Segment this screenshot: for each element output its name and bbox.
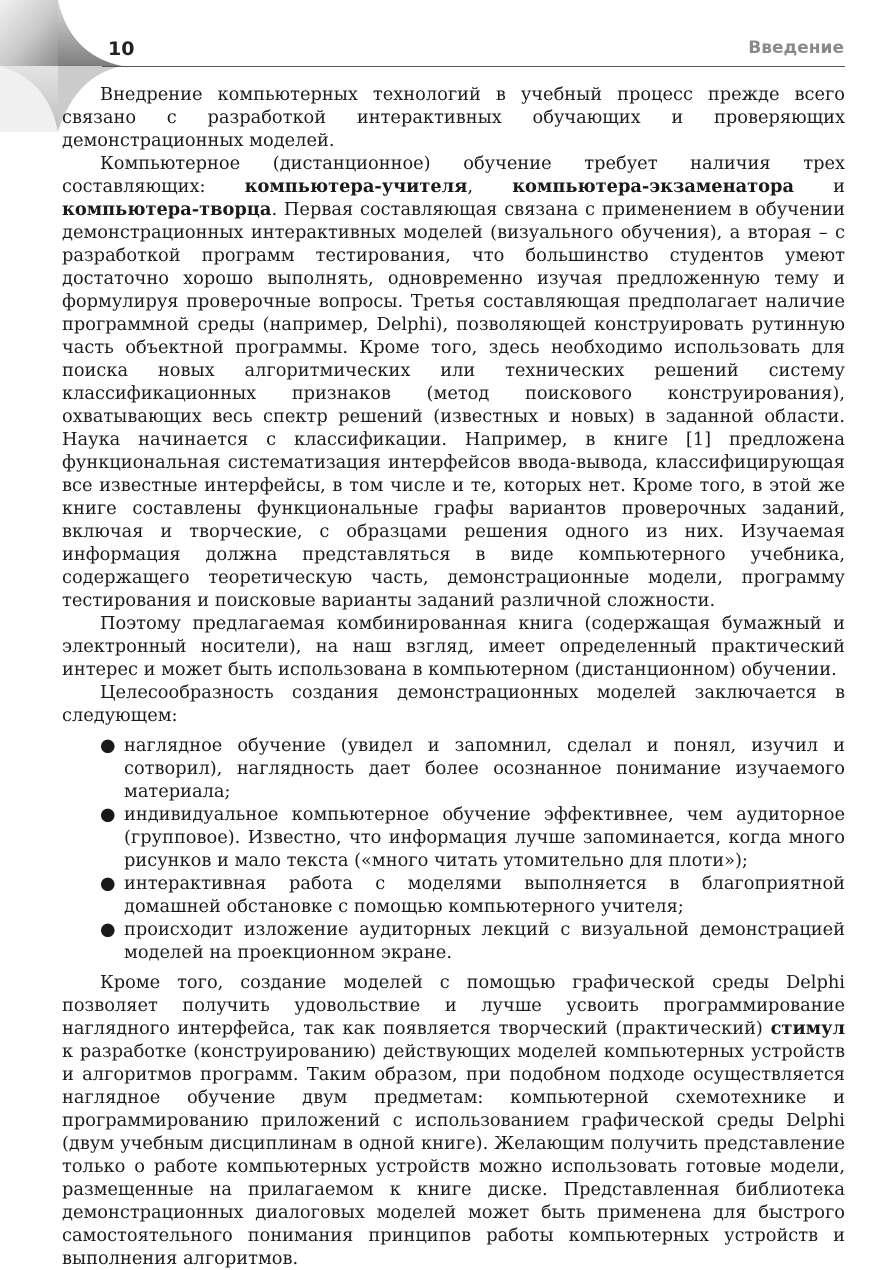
list-item xyxy=(62,803,845,872)
term-computer-creator: компьютера-творца xyxy=(62,199,272,220)
bullet-icon: ● xyxy=(100,919,116,940)
p2-text-1: Компьютерное (дистанционное) обучение требует наличия трех составляющих: xyxy=(62,153,845,197)
bullet-list xyxy=(62,734,845,964)
paragraph-5 xyxy=(62,971,845,1270)
p2-text-2: , xyxy=(467,176,513,197)
p2-text-3: и xyxy=(793,176,845,197)
paragraph-1: Внедрение компьютерных технологий в учебный процесс прежде всего связано с разработкой интерактивных обучающих и проверяющих демонстрационных моделей. xyxy=(62,84,845,151)
term-computer-examiner: компьютера-экзаменатора xyxy=(512,176,794,197)
list-item xyxy=(62,872,845,918)
list-item-text: индивидуальное компьютерное обучение эффективнее, чем аудиторное (групповое). Известно, что информация лучше запоминается, когда много рисунков и мало текста («много читать утомительно для плоти»); xyxy=(124,804,845,871)
bullet-icon: ● xyxy=(100,735,116,756)
header-rule xyxy=(102,66,845,67)
term-stimulus: стимул xyxy=(770,1018,845,1039)
p2-text-4: . Первая составляющая связана с применением в обучении демонстрационных интерактивных моделей (визуального обучения), а вторая – с разработкой программ тестирования, что большинство студентов умеют достаточно хорошо выполнять, одновременно изучая предложенную тему и формулируя проверочные вопросы. Третья составляющая предполагает наличие программной среды (например, Delphi), позволяющей конструировать рутинную часть объектной программы. Кроме того, здесь необходимо использовать для поиска новых алгоритмических или технических решений систему классификационных признаков (метод поискового конструирования), охватывающих весь спектр решений (известных и новых) в заданной области. Наука начинается с классификации. Например, в книге [1] предложена функциональная систематизация интерфейсов ввода-вывода, классифицирующая все известные интерфейсы, в том числе и те, которых нет. Кроме того, в этой же книге составлены функциональные графы вариантов проверочных заданий, включая и творческие, с образцами решения одного из них. Изучаемая информация должна представляться в виде компьютерного учебника, содержащего теоретическую часть, демонстрационные модели, программу тестирования и поисковые варианты заданий различной сложности. xyxy=(62,199,845,611)
bullet-icon: ● xyxy=(100,804,116,825)
paragraph-2 xyxy=(62,152,845,612)
running-head: Введение xyxy=(748,38,844,58)
bullet-icon: ● xyxy=(100,873,116,894)
p5-text-1: Кроме того, создание моделей с помощью графической среды Delphi позволяет получить удовольствие и лучше усвоить программирование наглядного интерфейса, так как появляется творческий (практический) xyxy=(62,972,845,1039)
list-item xyxy=(62,918,845,964)
page-number: 10 xyxy=(108,38,135,60)
term-computer-teacher: компьютера-учителя xyxy=(244,176,468,197)
list-item-text: наглядное обучение (увидел и запомнил, сделал и понял, изучил и сотворил), наглядность дает более осознанное понимание изучаемого материала; xyxy=(124,735,845,802)
p5-text-2: к разработке (конструированию) действующих моделей компьютерных устройств и алгоритмов программ. Таким образом, при подобном подходе осуществляется наглядное обучение двум предметам: компьютерной схемотехнике и программированию приложений с использованием графической среды Delphi (двум учебным дисциплинам в одной книге). Желающим получить представление только о работе компьютерных устройств можно использовать готовые модели, размещенные на прилагаемом к книге диске. Представленная библиотека демонстрационных диалоговых моделей может быть применена для быстрого самостоятельного понимания принципов работы компьютерных устройств и выполнения алгоритмов. xyxy=(62,1041,845,1269)
paragraph-4: Целесообразность создания демонстрационных моделей заключается в следующем: xyxy=(62,682,845,726)
body-text xyxy=(62,83,845,1270)
list-item-text: происходит изложение аудиторных лекций с визуальной демонстрацией моделей на проекционном экране. xyxy=(124,919,845,963)
paragraph-3: Поэтому предлагаемая комбинированная книга (содержащая бумажный и электронный носители), на наш взгляд, имеет определенный практический интерес и может быть использована в компьютерном (дистанционном) обучении. xyxy=(62,613,845,680)
list-item xyxy=(62,734,845,803)
list-item-text: интерактивная работа с моделями выполняется в благоприятной домашней обстановке с помощью компьютерного учителя; xyxy=(124,873,845,917)
